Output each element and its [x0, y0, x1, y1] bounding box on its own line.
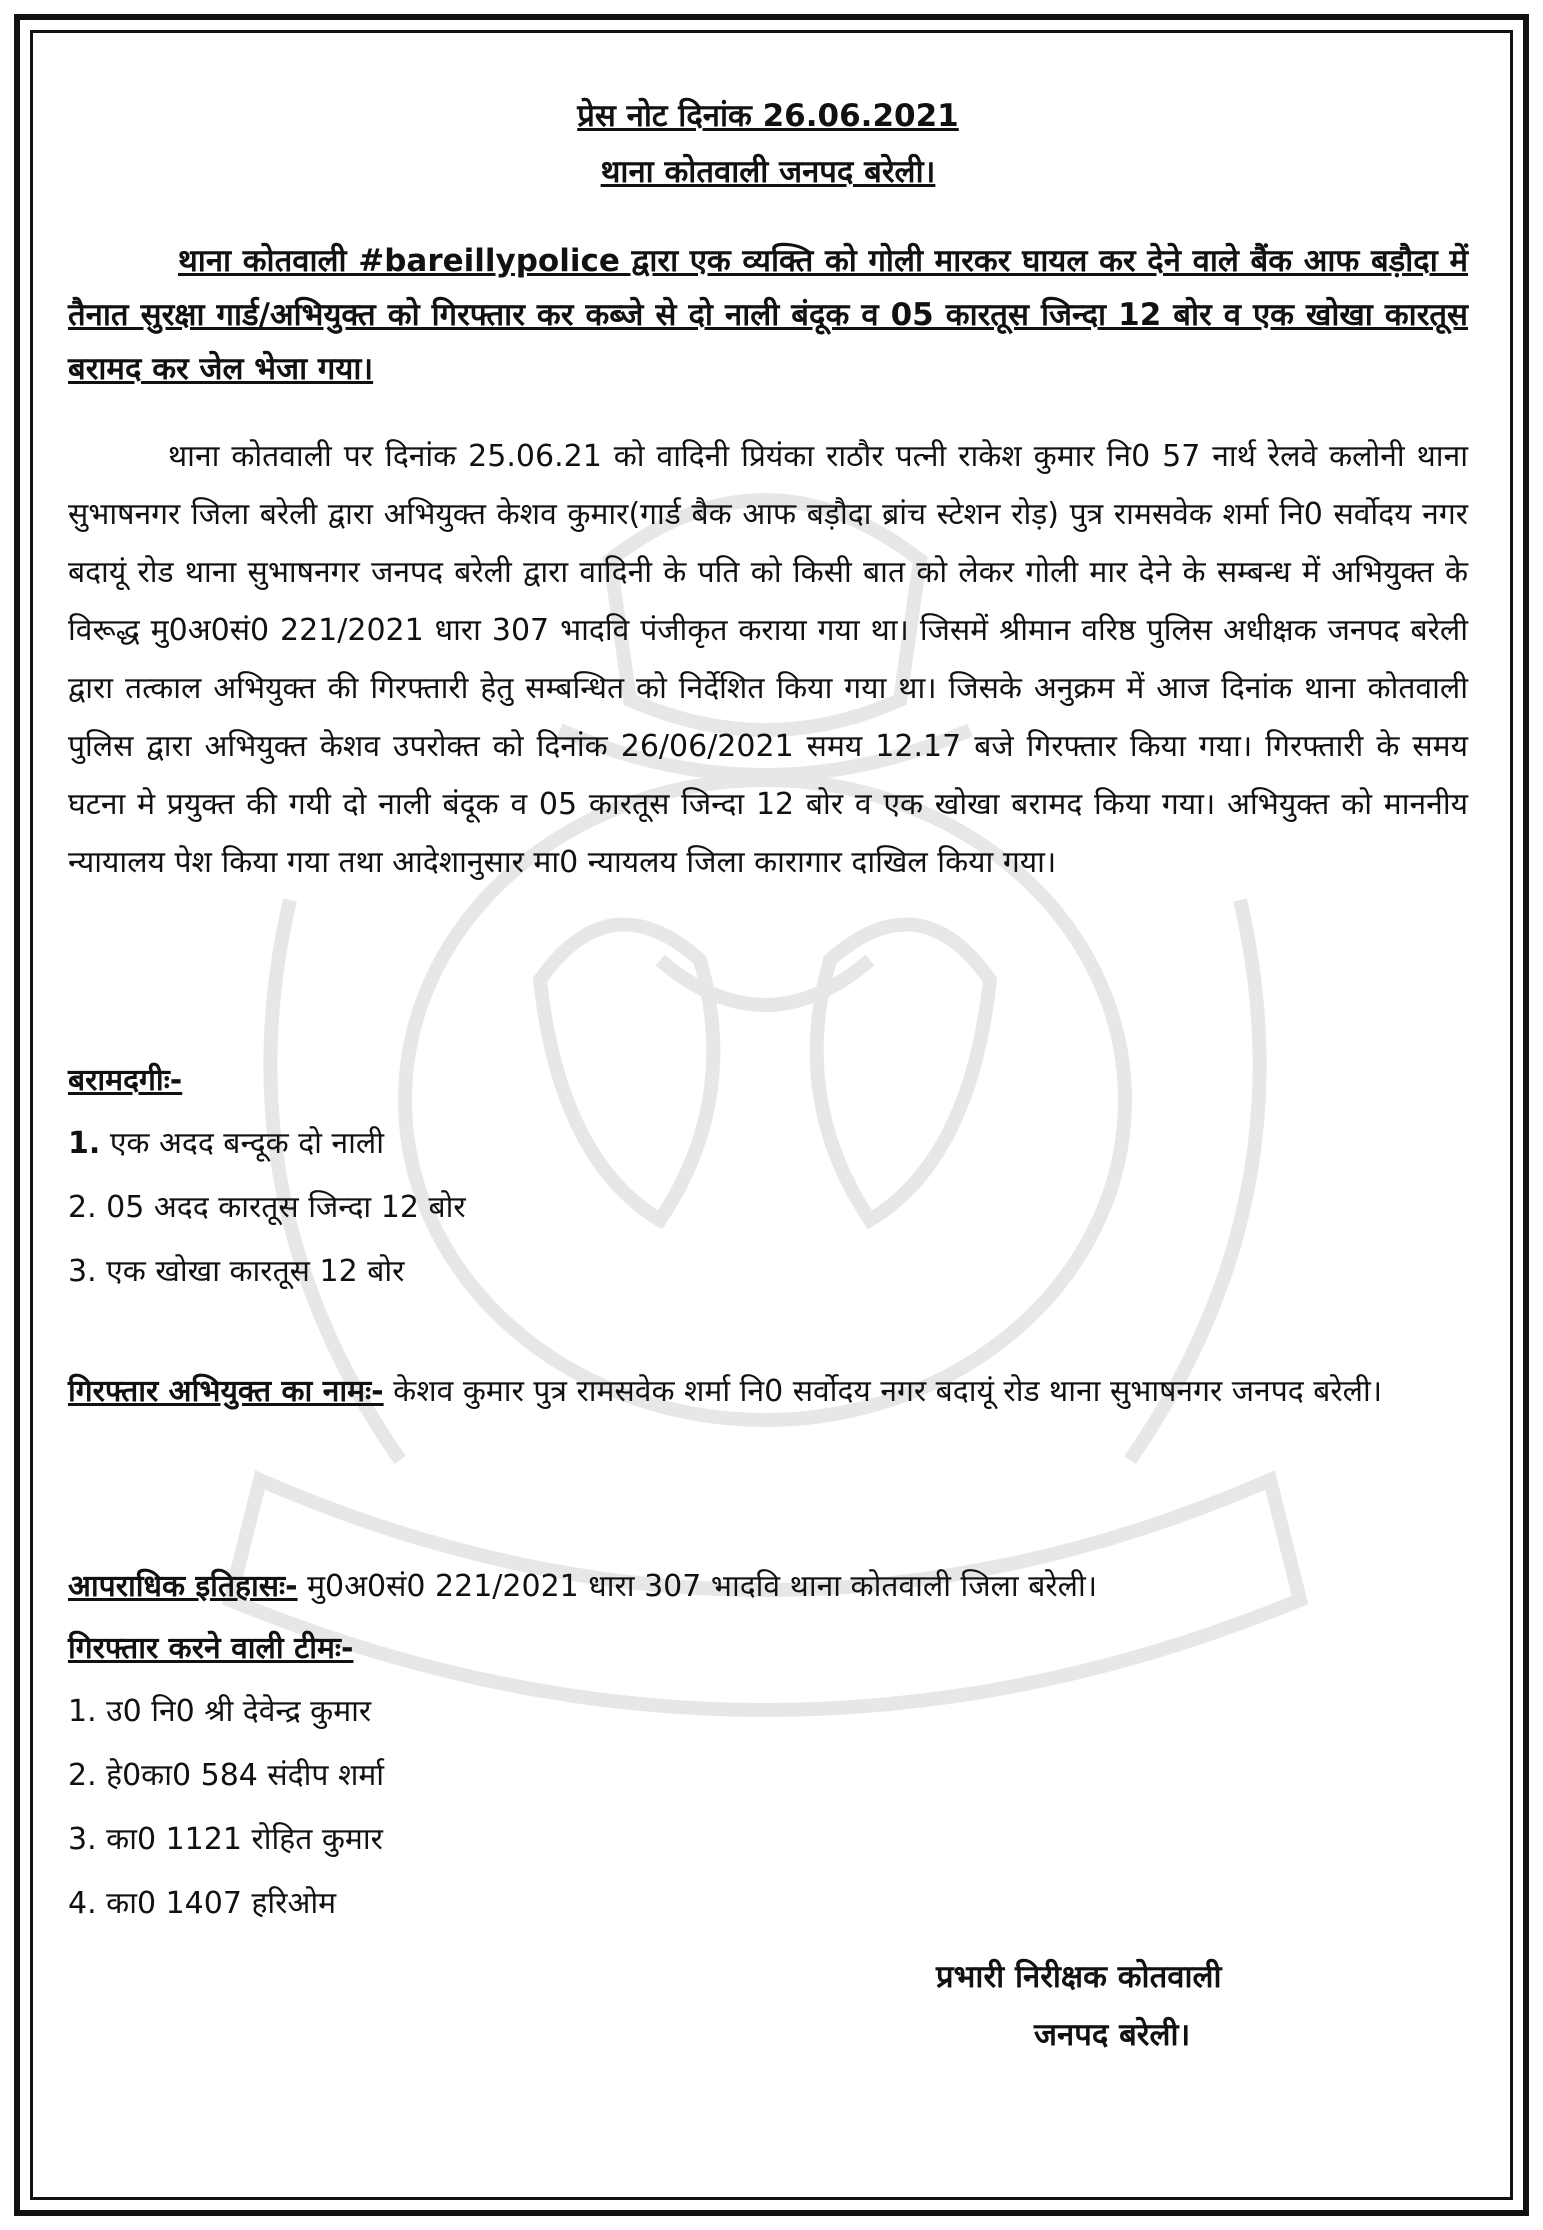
list-text: एक अदद बन्दूक दो नाली — [109, 1126, 384, 1161]
accused-section — [68, 1362, 1468, 1422]
team-member: 4. का0 1407 हरिओम — [68, 1886, 337, 1921]
list-text: 05 अदद कारतूस जिन्दा 12 बोर — [106, 1190, 466, 1225]
recovery-section — [68, 1050, 1468, 1304]
list-number: 3. — [68, 1254, 97, 1289]
list-number: 2. — [68, 1190, 97, 1225]
history-section — [68, 1556, 1468, 1936]
press-note-date: प्रेस नोट दिनांक 26.06.2021 — [577, 98, 959, 134]
list-number: 1. — [68, 1126, 101, 1161]
police-station-title: थाना कोतवाली जनपद बरेली। — [600, 154, 936, 190]
list-item — [68, 1176, 1468, 1240]
list-item — [68, 1112, 1468, 1176]
signatory-title: प्रभारी निरीक्षक कोतवाली — [936, 1959, 1222, 1995]
signatory-district: जनपद बरेली। — [1034, 2017, 1191, 2053]
team-member: 3. का0 1121 रोहित कुमार — [68, 1822, 383, 1857]
list-text: एक खोखा कारतूस 12 बोर — [106, 1254, 405, 1289]
team-heading: गिरफ्तार करने वाली टीमः- — [68, 1631, 354, 1666]
headline: थाना कोतवाली #bareillypolice द्वारा एक व्यक्ति को गोली मारकर घायल कर देने वाले बैंक आफ बड़ौदा में तैनात सुरक्षा गार्ड/अभियुक्त को गिरफ्तार कर कब्जे से दो नाली बंदूक व 05 कारतूस जिन्दा 12 बोर व एक खोखा कारतूस बरामद कर जेल भेजा गया। — [68, 243, 1468, 387]
team-member: 2. हे0का0 584 संदीप शर्मा — [68, 1758, 385, 1793]
team-member: 1. उ0 नि0 श्री देवेन्द्र कुमार — [68, 1694, 372, 1729]
accused-heading: गिरफ्तार अभियुक्त का नामः- — [68, 1374, 384, 1409]
press-note — [68, 0, 1468, 2230]
body-paragraph: थाना कोतवाली पर दिनांक 25.06.21 को वादिनी प्रियंका राठौर पत्नी राकेश कुमार नि0 57 नार्थ रेलवे कलोनी थाना सुभाषनगर जिला बरेली द्वारा अभियुक्त केशव कुमार(गार्ड बैक आफ बड़ौदा ब्रांच स्टेशन रोड़) पुत्र रामसवेक शर्मा नि0 सर्वोदय नगर बदायूं रोड थाना सुभाषनगर जनपद बरेली द्वारा वादिनी के पति को किसी बात को लेकर गोली मार देने के सम्बन्ध में अभियुक्त के विरूद्ध मु0अ0सं0 221/2021 धारा 307 भादवि पंजीकृत कराया गया था। जिसमें श्रीमान वरिष्ठ पुलिस अधीक्षक जनपद बरेली द्वारा तत्काल अभियुक्त की गिरफ्तारी हेतु सम्बन्धित को निर्देशित किया गया था। जिसके अनुक्रम में आज दिनांक थाना कोतवाली पुलिस द्वारा अभियुक्त केशव उपरोक्त को दिनांक 26/06/2021 समय 12.17 बजे गिरफ्तार किया गया। गिरफ्तारी के समय घटना मे प्रयुक्त की गयी दो नाली बंदूक व 05 कारतूस जिन्दा 12 बोर व एक खोखा बरामद किया गया। अभियुक्त को माननीय न्यायालय पेश किया गया तथा आदेशानुसार मा0 न्यायलय जिला कारागार दाखिल किया गया। — [68, 439, 1468, 880]
list-item — [68, 1240, 1468, 1304]
history-text: मु0अ0सं0 221/2021 धारा 307 भादवि थाना कोतवाली जिला बरेली। — [307, 1569, 1098, 1604]
accused-text: केशव कुमार पुत्र रामसवेक शर्मा नि0 सर्वोदय नगर बदायूं रोड थाना सुभाषनगर जनपद बरेली। — [393, 1374, 1383, 1409]
recovery-heading: बरामदगीः- — [68, 1063, 183, 1098]
press-note-header — [68, 88, 1468, 200]
history-heading: आपराधिक इतिहासः- — [68, 1569, 298, 1604]
signature-block — [936, 1948, 1222, 2064]
